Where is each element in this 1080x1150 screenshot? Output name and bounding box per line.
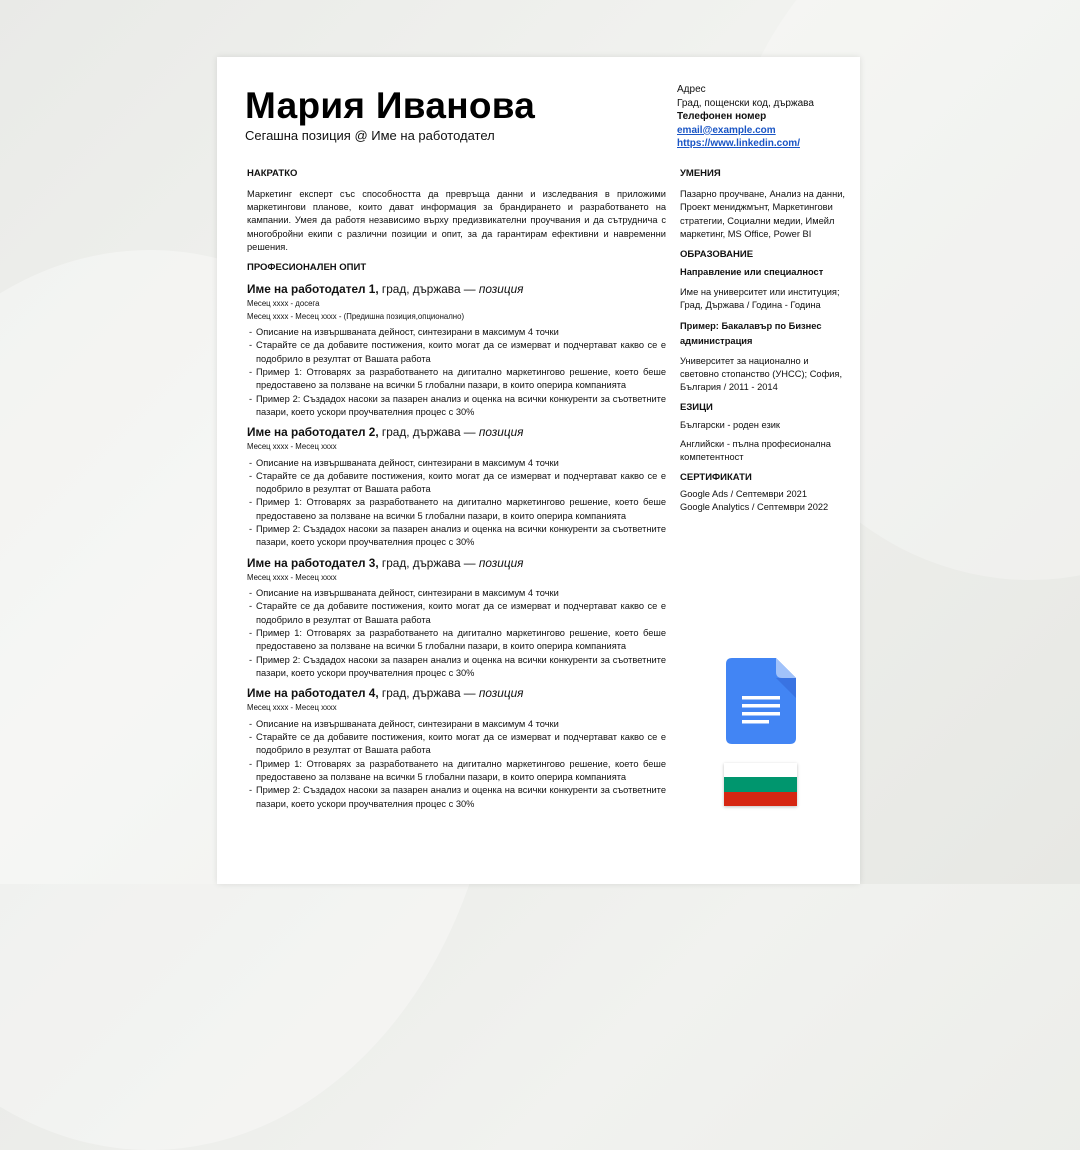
flag-stripe-red xyxy=(724,792,797,806)
job-entry xyxy=(247,556,666,681)
education-example-university: Университет за национално и световно стопанство (УНСС); София, България / 2011 - 2014 xyxy=(680,355,843,393)
job-dates: Месец хххх - Месец хххх - (Предишна позиция,опционално) xyxy=(247,311,465,321)
bullet-item: - Пример 1: Отговарях за разработването на дигитално маркетингово решение, което беше предоставено за ползване на всички 5 глобални пазари, в които оперира компанията xyxy=(247,627,666,654)
job-title xyxy=(247,282,666,296)
contact-linkedin-link[interactable]: https://www.linkedin.com/ xyxy=(677,138,800,149)
job-position: позиция xyxy=(478,686,524,701)
bullet-item: - Пример 2: Създадох насоки за пазарен анализ и оценка на всички конкуренти за съответните пазари, което ускори проучвателния процес с 30% xyxy=(247,654,666,681)
resume-name: Мария Иванова xyxy=(245,85,536,126)
bullet-item: - Пример 2: Създадох насоки за пазарен анализ и оценка на всички конкуренти за съответните пазари, което ускори проучвателния процес с 30% xyxy=(247,393,666,420)
job-position: позиция xyxy=(478,282,524,297)
experience-title: ПРОФЕСИОНАЛЕН ОПИТ xyxy=(247,262,367,274)
summary-title: НАКРАТКО xyxy=(247,168,298,179)
education-title: ОБРАЗОВАНИЕ xyxy=(680,249,754,261)
contact-block xyxy=(677,83,814,151)
bullet-item: - Старайте се да добавите постижения, които могат да се измерват и подчертават какво се е подобрило в резултат от Вашата работа xyxy=(247,470,666,497)
job-title xyxy=(247,425,666,439)
resume-subtitle: Сегашна позиция @ Име на работодател xyxy=(245,128,495,143)
bullet-item: - Описание на извършваната дейност, синтезирани в максимум 4 точки xyxy=(247,326,666,339)
education-example-degree: Пример: Бакалавър по Бизнес администрация xyxy=(680,320,822,346)
job-dates: Месец хххх - досега xyxy=(247,299,320,309)
job-dates: Месец хххх - Месец хххх xyxy=(247,442,337,452)
bulgarian-flag-icon xyxy=(724,763,797,806)
job-entry xyxy=(247,282,666,419)
job-title xyxy=(247,556,666,570)
google-docs-icon xyxy=(726,658,796,744)
job-bullets xyxy=(247,457,666,550)
left-column xyxy=(247,168,666,817)
bullet-item: - Пример 1: Отговарях за разработването на дигитално маркетингово решение, което беше предоставено за ползване на всички 5 глобални пазари, в които оперира компанията xyxy=(247,366,666,393)
job-dates: Месец хххх - Месец хххх xyxy=(247,572,337,582)
job-bullets xyxy=(247,718,666,811)
summary-text: Маркетинг експерт със способността да превръща данни и изследвания в приложими маркетингови планове, които дават информация за брандирането и разработването на кампании. Умея да работя независимо върху предизвикателни проучвания и да сътруднича с многобройни екипи с различни позиции и опит, за да гарантирам ефективни и навременни решения. xyxy=(247,189,666,252)
job-position: позиция xyxy=(478,425,524,440)
job-bullets xyxy=(247,326,666,419)
bullet-item: - Описание на извършваната дейност, синтезирани в максимум 4 точки xyxy=(247,457,666,470)
bullet-item: - Старайте се да добавите постижения, които могат да се измерват и подчертават какво се е подобрило в резултат от Вашата работа xyxy=(247,731,666,758)
contact-phone: Телефонен номер xyxy=(677,111,767,122)
education-university: Име на университет или институция; Град, Държава / Година - Година xyxy=(680,287,840,311)
job-location: град, държава — xyxy=(378,282,479,297)
bullet-item: - Старайте се да добавите постижения, които могат да се измерват и подчертават какво се е подобрило в резултат от Вашата работа xyxy=(247,339,666,366)
job-bullets xyxy=(247,587,666,680)
job-employer: Име на работодател 2, xyxy=(247,425,379,440)
languages-title: ЕЗИЦИ xyxy=(680,401,713,413)
contact-city: Град, пощенски код, държава xyxy=(677,97,814,109)
bullet-item: - Старайте се да добавите постижения, които могат да се измерват и подчертават какво се е подобрило в резултат от Вашата работа xyxy=(247,600,666,627)
contact-email-link[interactable]: email@example.com xyxy=(677,124,776,136)
skills-title: УМЕНИЯ xyxy=(680,168,721,179)
language-item: Български - роден език xyxy=(680,419,780,430)
job-entry xyxy=(247,425,666,550)
contact-address: Адрес xyxy=(677,84,706,95)
flag-stripe-white xyxy=(724,763,797,777)
job-dates: Месец хххх - Месец хххх xyxy=(247,703,337,713)
job-location: град, държава — xyxy=(378,425,479,440)
job-employer: Име на работодател 3, xyxy=(247,555,379,570)
certificates-title: СЕРТИФИКАТИ xyxy=(680,471,752,483)
job-entry xyxy=(247,686,666,811)
job-employer: Име на работодател 4, xyxy=(247,686,379,701)
resume-page xyxy=(217,57,860,884)
certificate-item: Google Ads / Септември 2021 xyxy=(680,488,808,499)
bullet-item: - Пример 2: Създадох насоки за пазарен анализ и оценка на всички конкуренти за съответните пазари, което ускори проучвателния процес с 30% xyxy=(247,784,666,811)
skills-text: Пазарно проучване, Анализ на данни, Проект мениджмънт, Маркетингови стратегии, Социални медии, Имейл маркетинг, MS Office, Power BI xyxy=(680,189,845,239)
job-location: град, държава — xyxy=(378,555,479,570)
right-column xyxy=(680,168,845,514)
bullet-item: - Пример 1: Отговарях за разработването на дигитално маркетингово решение, което беше предоставено за ползване на всички 5 глобални пазари, в които оперира компанията xyxy=(247,758,666,785)
education-field: Направление или специалност xyxy=(680,267,824,278)
language-item: Английски - пълна професионална компетентност xyxy=(680,438,831,463)
job-title xyxy=(247,686,666,700)
job-position: позиция xyxy=(478,555,524,570)
bullet-item: - Пример 1: Отговарях за разработването на дигитално маркетингово решение, което беше предоставено за ползване на всички 5 глобални пазари, в които оперира компанията xyxy=(247,496,666,523)
bullet-item: - Описание на извършваната дейност, синтезирани в максимум 4 точки xyxy=(247,587,666,600)
job-location: град, държава — xyxy=(378,686,479,701)
job-employer: Име на работодател 1, xyxy=(247,282,379,297)
certificate-item: Google Analytics / Септември 2022 xyxy=(680,501,829,512)
bullet-item: - Пример 2: Създадох насоки за пазарен анализ и оценка на всички конкуренти за съответните пазари, което ускори проучвателния процес с 30% xyxy=(247,523,666,550)
bullet-item: - Описание на извършваната дейност, синтезирани в максимум 4 точки xyxy=(247,718,666,731)
jobs-list xyxy=(247,282,666,811)
flag-stripe-green xyxy=(724,777,797,791)
